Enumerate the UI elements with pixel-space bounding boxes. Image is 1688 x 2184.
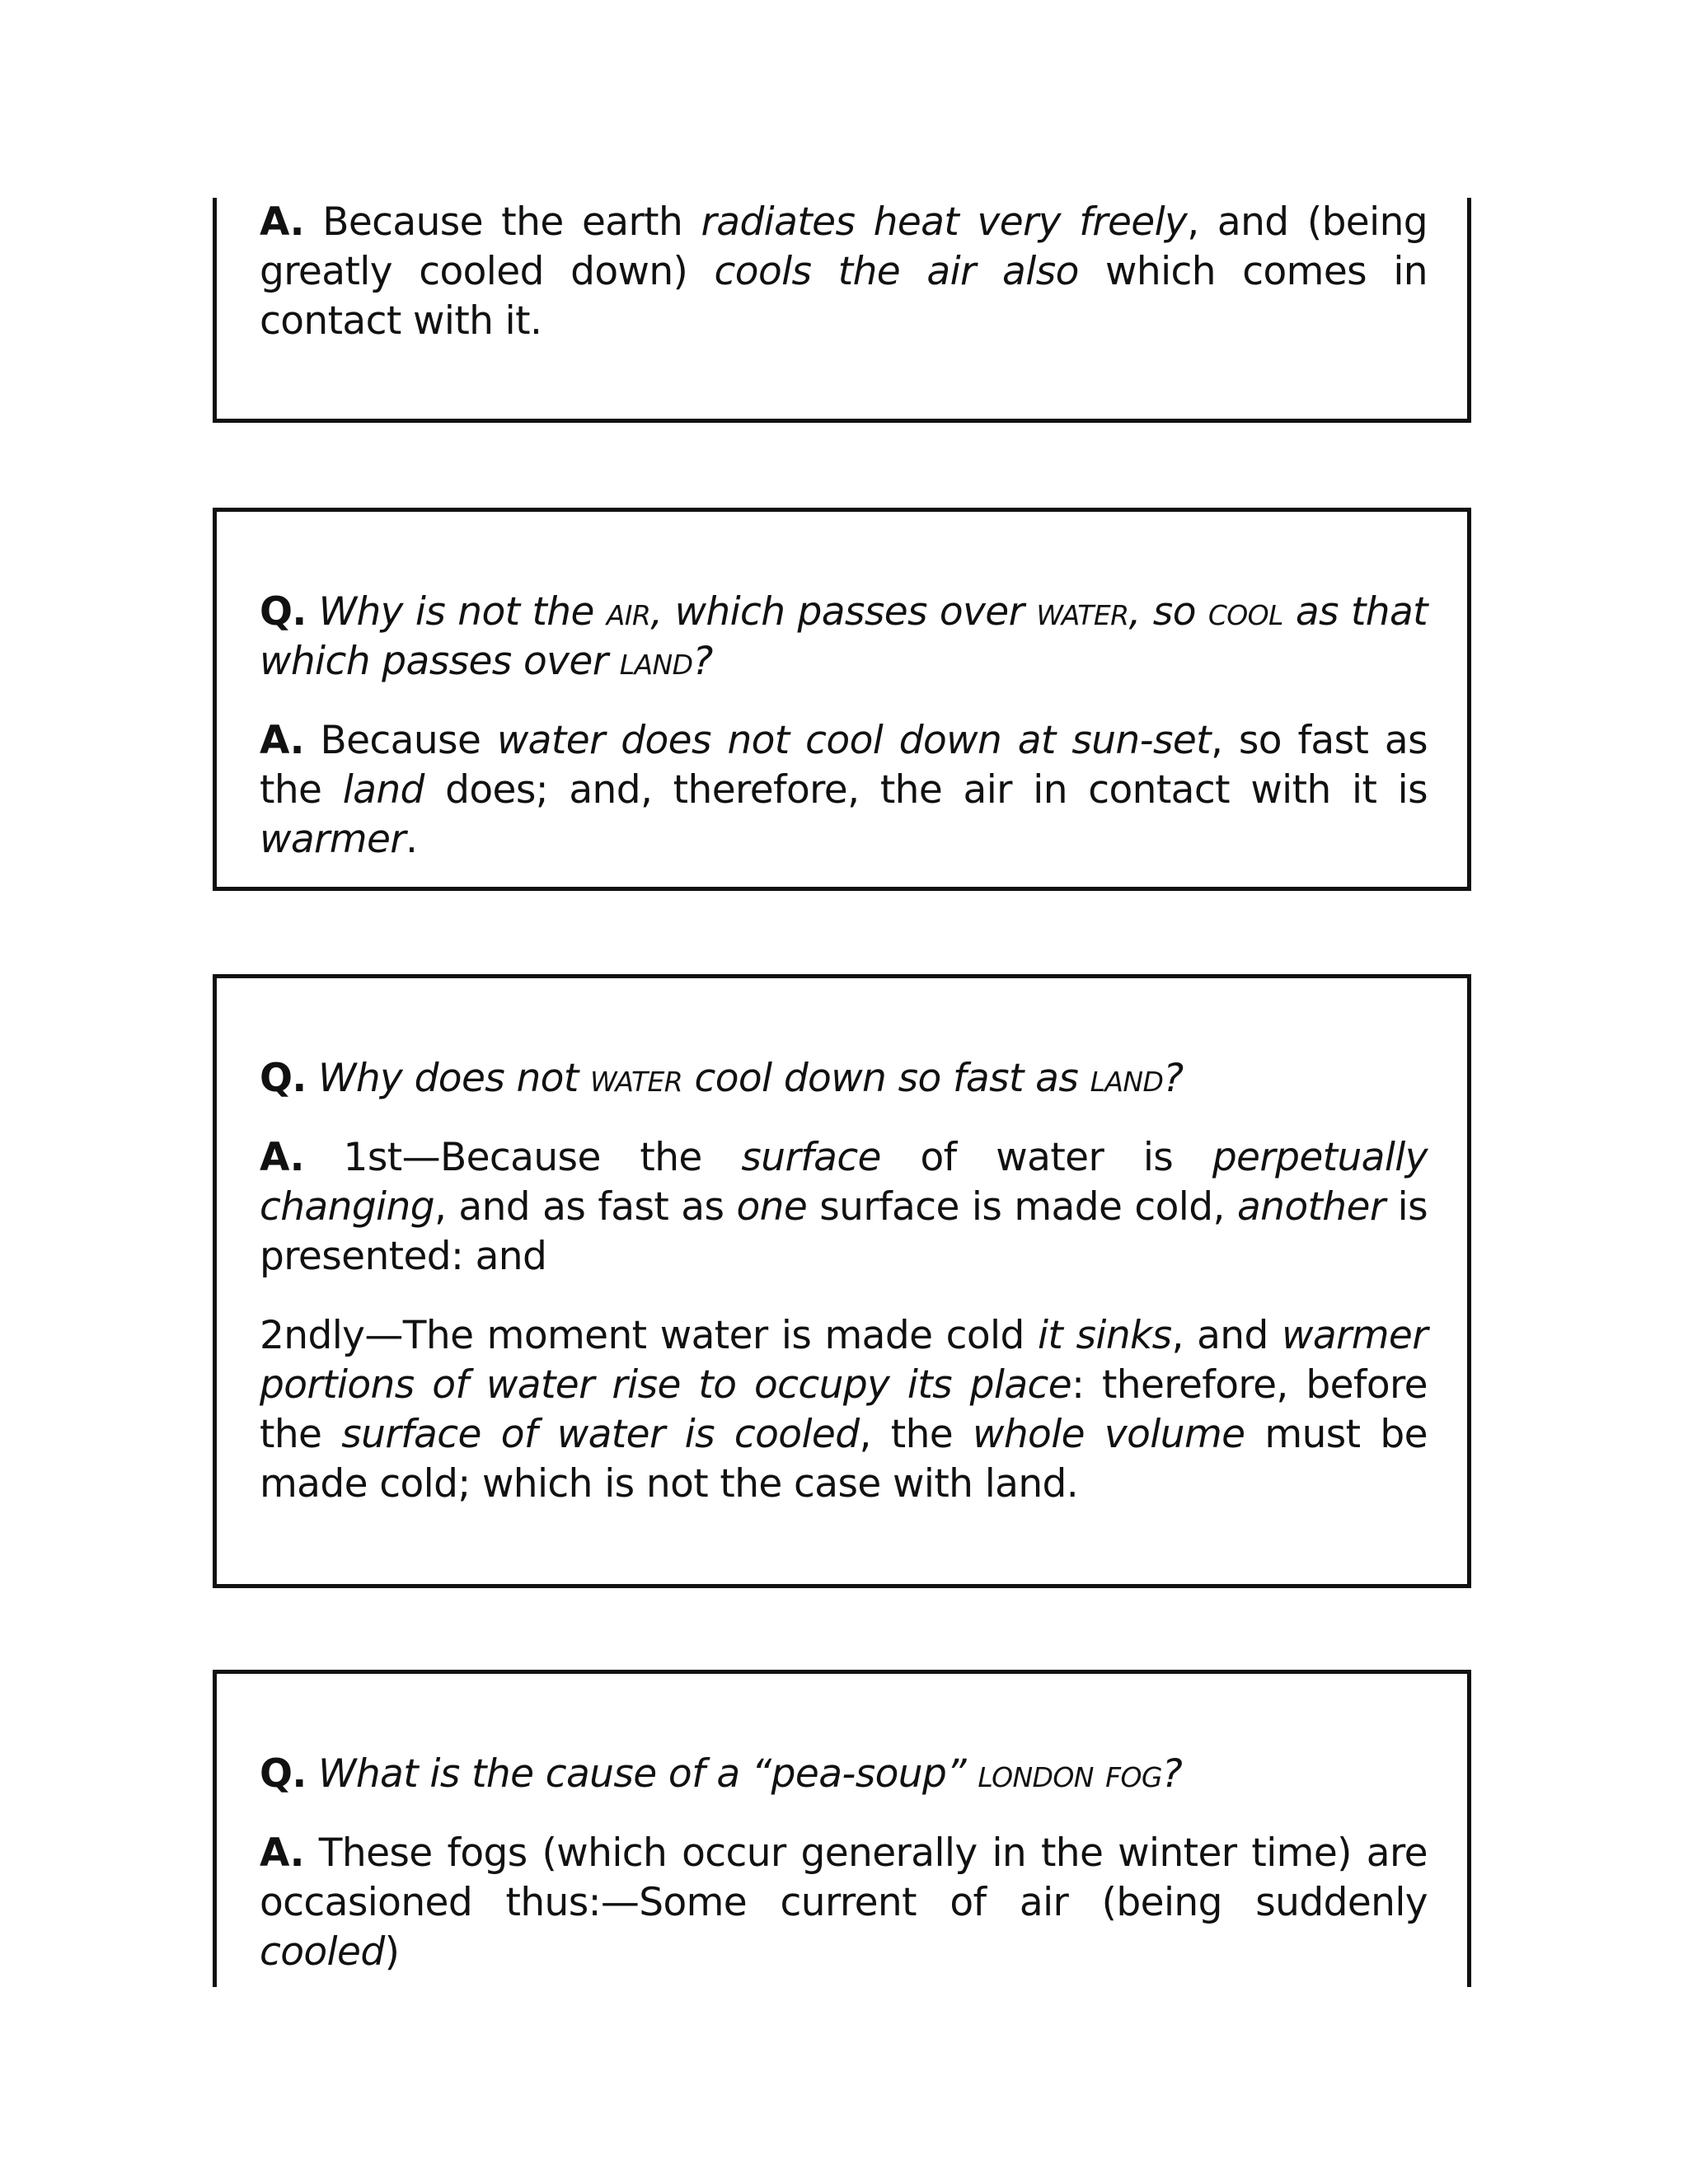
answer-text: , and as fast as <box>434 1184 737 1230</box>
qa-card-3 <box>213 974 1471 1588</box>
answer-emphasis: warmer <box>260 817 406 862</box>
answer-emphasis: land <box>342 767 424 813</box>
qa-card-1 <box>213 198 1471 423</box>
answer-text: These fogs (which occur generally in the winter time) are occasioned thus:—Some current of air (being suddenly <box>260 1830 1428 1925</box>
question-smallcaps: air <box>606 589 651 635</box>
question-text: ? <box>1163 1056 1184 1101</box>
answer-paragraph <box>260 1133 1428 1282</box>
answer-text: , and <box>1171 1313 1282 1358</box>
answer-text: 1st—Because the <box>303 1135 742 1180</box>
answer-text: must be made cold; which is not the case with land. <box>260 1412 1428 1507</box>
answer-label: A. <box>260 1830 304 1876</box>
question-text: as that which passes over <box>260 589 1428 684</box>
answer-emphasis: surface of water is cooled <box>341 1412 860 1457</box>
question-text: , so <box>1128 589 1208 635</box>
answer-paragraph <box>260 716 1428 865</box>
question-smallcaps: cool <box>1207 589 1283 635</box>
question-paragraph <box>260 1054 1428 1104</box>
answer-text: of water is <box>880 1135 1212 1180</box>
answer-emphasis: cools the air also <box>714 249 1079 294</box>
question-text: ? <box>1161 1751 1183 1797</box>
question-text: , which passes over <box>650 589 1037 635</box>
answer-text: surface is made cold, <box>807 1184 1237 1230</box>
question-text: Why does not <box>306 1056 591 1101</box>
answer-emphasis: whole volume <box>973 1412 1245 1457</box>
answer-emphasis: one <box>736 1184 808 1230</box>
answer-emphasis: water does not cool down at sun-set <box>496 718 1211 763</box>
answer-emphasis: it sinks <box>1037 1313 1172 1358</box>
question-text: Why is not the <box>306 589 607 635</box>
answer-text: 2ndly—The moment water is made cold <box>260 1313 1038 1358</box>
question-smallcaps: london fog <box>978 1751 1162 1797</box>
question-smallcaps: land <box>1090 1056 1164 1101</box>
answer-emphasis: another <box>1236 1184 1386 1230</box>
answer-continuation-paragraph <box>260 1311 1428 1509</box>
answer-paragraph <box>260 198 1428 346</box>
answer-text: which comes in contact with it. <box>260 249 1428 344</box>
answer-emphasis: perpetually changing <box>260 1135 1428 1230</box>
answer-label: A. <box>260 718 304 763</box>
answer-text: Because <box>303 718 497 763</box>
question-text: cool down so fast as <box>682 1056 1090 1101</box>
answer-paragraph <box>260 1829 1428 1977</box>
qa-card-4 <box>213 1670 1471 1987</box>
answer-emphasis: warmer portions of water rise to occupy its place <box>260 1313 1428 1408</box>
question-label: Q. <box>260 1056 307 1101</box>
answer-emphasis: radiates heat very freely <box>701 199 1188 245</box>
question-label: Q. <box>260 1751 307 1797</box>
answer-text: ) <box>384 1929 400 1975</box>
answer-label: A. <box>260 1135 304 1180</box>
answer-text: , so fast as the <box>260 718 1428 813</box>
answer-text: , the <box>859 1412 973 1457</box>
answer-text: is presented: and <box>260 1184 1428 1279</box>
question-smallcaps: land <box>619 639 693 684</box>
question-text: ? <box>692 639 713 684</box>
answer-text: does; and, therefore, the air in contact with it is <box>424 767 1428 813</box>
answer-label: A. <box>260 199 304 245</box>
answer-text: . <box>406 817 418 862</box>
question-paragraph <box>260 1750 1428 1799</box>
question-text: What is the cause of a “pea-soup” <box>306 1751 978 1797</box>
answer-emphasis: cooled <box>260 1929 385 1975</box>
qa-card-2 <box>213 508 1471 891</box>
answer-text: : therefore, before the <box>260 1362 1428 1457</box>
question-smallcaps: water <box>590 1056 683 1101</box>
answer-emphasis: surface <box>741 1135 881 1180</box>
question-paragraph <box>260 588 1428 687</box>
answer-text: Because the earth <box>303 199 701 245</box>
question-smallcaps: water <box>1036 589 1129 635</box>
answer-text: , and (being greatly cooled down) <box>260 199 1428 294</box>
question-label: Q. <box>260 589 307 635</box>
